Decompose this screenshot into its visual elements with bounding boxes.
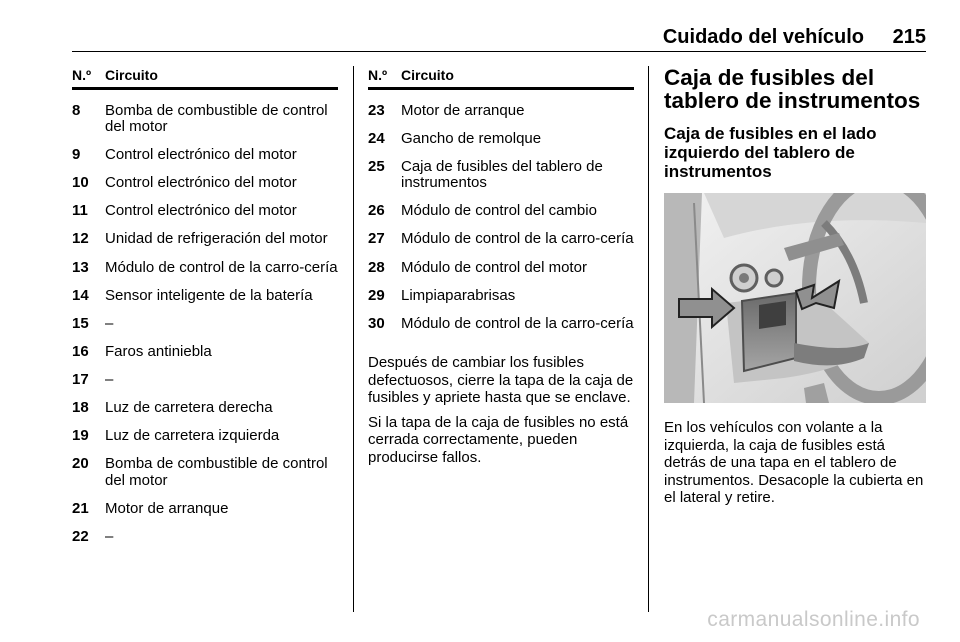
fuse-number: 13 [72,258,89,276]
page-header [72,25,926,52]
table-row [368,316,634,333]
table-row [368,131,634,148]
fuse-number: 20 [72,455,89,473]
section-heading: Caja de fusibles del tablero de instrumentos [664,65,921,113]
circuit-name: Limpiaparabrisas [401,286,516,304]
fuse-number: 22 [72,527,89,545]
circuit-name: Bomba de combustible de control del motor [105,101,328,136]
circuit-name: Unidad de refrigeración del motor [105,230,328,248]
fuse-number: 10 [72,174,89,192]
circuit-name: – [105,527,114,545]
circuit-name: Módulo de control del cambio [401,202,597,220]
table-row [368,260,634,277]
section-title: Cuidado del vehículo [662,26,864,48]
instructions-paragraph: En los vehículos con volante a la izquierda, la caja de fusibles está detrás de una tapa en el tablero de instrumentos. Desacople la cubierta en el lateral y retire. [664,419,924,506]
circuit-name: Luz de carretera izquierda [105,427,280,445]
table-row [368,159,634,192]
table-row [368,231,634,248]
circuit-name: Motor de arranque [105,499,229,517]
table-row [72,203,338,220]
circuit-name: Módulo de control del motor [401,258,587,276]
column-divider [648,66,649,612]
table-row [72,231,338,248]
fuse-number: 18 [72,399,89,417]
table-row [72,372,338,389]
table-body [368,90,634,332]
circuit-name: Bomba de combustible de control del motor [105,455,328,489]
paragraph: Si la tapa de la caja de fusibles no está cerrada correctamente, pueden producirse fallos. [368,413,629,466]
table-row [368,103,634,120]
table-row [72,456,338,489]
circuit-name: Gancho de remolque [401,129,542,147]
table-row [72,288,338,305]
fuse-number: 29 [368,286,385,304]
circuit-name: Control electrónico del motor [105,202,297,220]
fuse-number: 24 [368,129,385,147]
table-row [72,103,338,136]
header-num: N.º [72,67,92,83]
fuse-number: 26 [368,202,385,220]
fuse-box-illustration [664,193,926,403]
circuit-name: Módulo de control de la carro-cería [401,314,634,332]
fuse-number: 15 [72,314,89,332]
header-circuit: Circuito [401,67,454,83]
table-row [368,288,634,305]
circuit-name: Luz de carretera derecha [105,399,273,417]
circuit-name: Sensor inteligente de la batería [105,286,313,304]
table-row [72,344,338,361]
circuit-name: – [105,370,114,388]
table-row [368,203,634,220]
subsection-heading: Caja de fusibles en el lado izquierdo del tablero de instrumentos [664,124,877,181]
table-row [72,147,338,164]
circuit-name: Caja de fusibles del tablero de instrumentos [401,157,603,192]
column-divider [353,66,354,612]
header-num: N.º [368,67,388,83]
table-row [72,428,338,445]
fuse-number: 19 [72,427,89,445]
table-row [72,529,338,546]
fuse-number: 9 [72,146,81,164]
fuse-number: 11 [72,202,88,220]
fuse-number: 27 [368,230,385,248]
table-row [72,316,338,333]
fuse-box-section [664,66,926,507]
page-number: 215 [892,26,926,48]
fuse-table-left [72,65,338,545]
fuse-number: 21 [72,499,89,517]
fuse-number: 23 [368,101,385,119]
table-header [368,65,634,90]
circuit-name: Motor de arranque [401,101,525,119]
fuse-number: 14 [72,286,89,304]
fuse-number: 28 [368,258,385,276]
paragraph: Después de cambiar los fusibles defectuosos, cierre la tapa de la caja de fusibles y apriete hasta que se enclave. [368,354,634,407]
fuse-number: 16 [72,342,89,360]
fuse-number: 17 [72,370,89,388]
circuit-name: – [105,314,114,332]
table-row [72,400,338,417]
table-row [72,260,338,277]
circuit-name: Módulo de control de la carro-cería [401,230,634,248]
fuse-number: 30 [368,314,385,332]
watermark: carmanualsonline.info [707,608,920,631]
fuse-table-right-column [368,65,634,466]
fuse-number: 12 [72,230,89,248]
table-row [72,501,338,518]
circuit-name: Control electrónico del motor [105,174,297,192]
table-header [72,65,338,90]
circuit-name: Módulo de control de la carro-cería [105,258,338,276]
fuse-number: 8 [72,101,81,119]
header-circuit: Circuito [105,67,158,83]
dashboard-illustration [664,193,926,403]
table-body [72,90,338,545]
fuse-number: 25 [368,157,385,175]
circuit-name: Control electrónico del motor [105,146,297,164]
circuit-name: Faros antiniebla [105,342,212,360]
table-row [72,175,338,192]
